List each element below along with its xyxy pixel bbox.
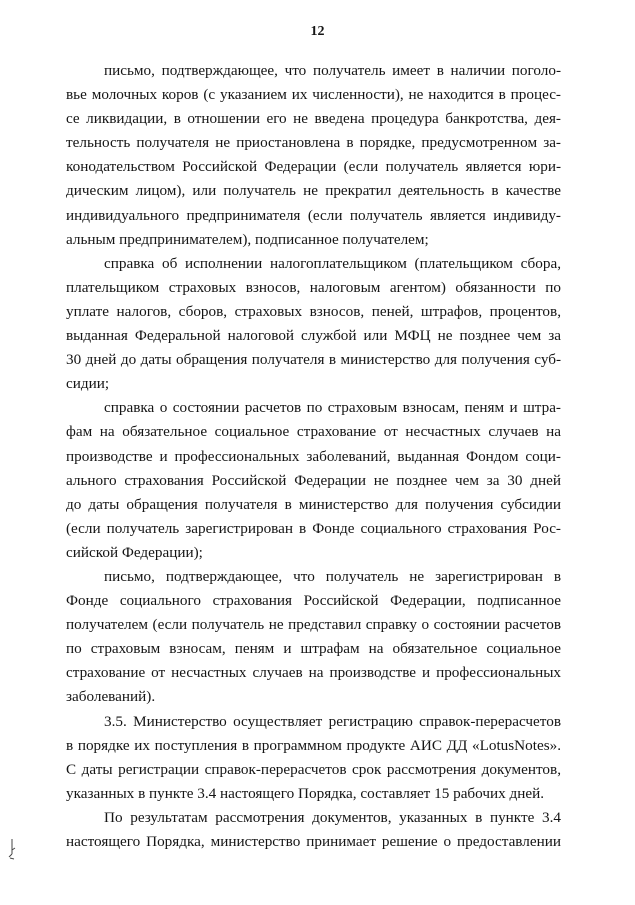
text-line: (если получатель зарегистрирован в Фонде социального страхования Рос- [66, 519, 561, 537]
text-line: письмо, подтверждающее, что получатель имеет в наличии поголо- [104, 62, 561, 79]
text-line: тельность получателя не приостановлена в порядке, предусмотренном за- [66, 134, 561, 152]
text-line: сидии; [66, 375, 110, 393]
text-line: 30 дней до даты обращения получателя в министерство для получения суб- [66, 351, 561, 369]
text-line: до даты обращения получателя в министерство для получения субсидии [66, 495, 561, 513]
text-line: 3.5. Министерство осуществляет регистрацию справок-перерасчетов [104, 712, 561, 730]
text-line: конодательством Российской Федерации (если получатель является юри- [66, 158, 561, 176]
text-line: С даты регистрации справок-перерасчетов срок рассмотрения документов, [66, 760, 561, 778]
text-line: уплате налогов, сборов, страховых взносов, пеней, штрафов, процентов, [66, 302, 561, 320]
text-line: сийской Федерации); [66, 543, 203, 561]
paragraph-review-results [66, 806, 561, 854]
text-line: вье молочных коров (с указанием их численности), не находится в процес- [66, 86, 561, 104]
text-line: плательщиком страховых взносов, налоговым агентом) обязанности по [66, 278, 561, 296]
scan-mark [6, 838, 18, 860]
text-line: справка об исполнении налогоплательщиком (плательщиком сбора, [104, 254, 561, 272]
text-line: страхование от несчастных случаев на производстве и профессиональных [66, 664, 561, 682]
text-line: письмо, подтверждающее, что получатель не зарегистрирован в [104, 567, 561, 585]
text-line: по страховым взносам, пеням и штрафам на обязательное социальное [66, 640, 561, 658]
body-text [66, 59, 561, 854]
text-line: в порядке их поступления в программном продукте АИС ДД «LotusNotes». [66, 736, 561, 754]
text-line: настоящего Порядка, министерство принимает решение о предоставлении [66, 833, 561, 850]
paragraph-not-registered-letter [66, 565, 561, 710]
text-line: получателем (если получатель не представил справку о состоянии расчетов [66, 616, 561, 634]
page-number: 12 [310, 24, 325, 39]
text-line: По результатам рассмотрения документов, указанных в пункте 3.4 [104, 808, 561, 826]
text-line: се ликвидации, в отношении его не введена процедура банкротства, дея- [66, 110, 561, 128]
text-line: Фонде социального страхования Российской Федерации, подписанное [66, 592, 561, 610]
text-line: ального страхования Российской Федерации не позднее чем за 30 дней [66, 471, 561, 489]
text-line: дическим лицом), или получатель не прекратил деятельность в качестве [66, 182, 561, 200]
text-line: заболеваний). [66, 688, 156, 706]
paragraph-tax-certificate [66, 252, 561, 397]
paragraph-insurance-certificate [66, 396, 561, 565]
text-line: индивидуального предпринимателя (если получатель является индивиду- [66, 206, 561, 224]
paragraph-dairy-cows-letter [66, 59, 561, 252]
text-line: справка о состоянии расчетов по страховым взносам, пеням и штра- [104, 399, 561, 417]
text-line: фам на обязательное социальное страхование от несчастных случаев на [66, 423, 561, 441]
text-line: выданная Федеральной налоговой службой или МФЦ не позднее чем за [66, 327, 561, 345]
paragraph-clause-3-5 [66, 710, 561, 806]
text-line: альным предпринимателем), подписанное получателем; [66, 230, 429, 248]
text-line: указанных в пункте 3.4 настоящего Порядка, составляет 15 рабочих дней. [66, 784, 545, 802]
text-line: производстве и профессиональных заболеваний, выданная Фондом соци- [66, 447, 561, 465]
